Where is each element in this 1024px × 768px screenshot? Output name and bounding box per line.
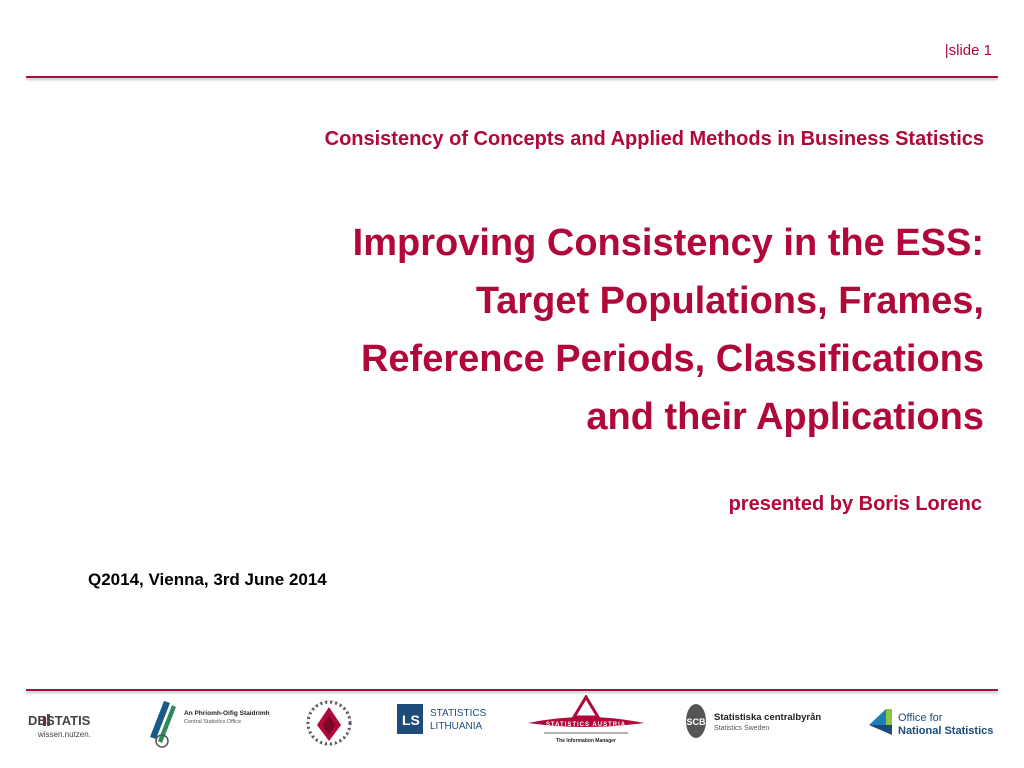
- lithuania-line2: LITHUANIA: [430, 721, 483, 732]
- statistics-austria-logo: [524, 695, 649, 755]
- scb-logo: [684, 695, 844, 755]
- ons-line1: Office for: [898, 712, 943, 724]
- partner-logos: [24, 695, 1000, 755]
- top-divider: [26, 76, 998, 78]
- title-line: Target Populations, Frames,: [475, 280, 984, 322]
- scb-subname: Statistics Sweden: [714, 725, 770, 732]
- lithuania-line1: STATISTICS: [430, 708, 487, 719]
- ons-mark-icon: [869, 709, 892, 735]
- svg-text:SCB: SCB: [686, 717, 706, 727]
- destatis-name: DESTATIS: [28, 713, 91, 728]
- statistics-lithuania-logo: [394, 695, 504, 755]
- svg-text:LS: LS: [402, 712, 420, 728]
- bottom-divider: [26, 689, 998, 691]
- presenter-line: presented by Boris Lorenc: [728, 493, 982, 515]
- ons-logo: [866, 695, 996, 755]
- title-line: Improving Consistency in the ESS:: [352, 222, 984, 264]
- austria-name: STATISTICS AUSTRIA: [545, 722, 627, 728]
- cso-logo: [144, 695, 294, 755]
- destatis-logo: [24, 695, 124, 755]
- cso-subname: Central Statistics Office: [184, 719, 242, 725]
- austria-tagline: The Information Manager: [556, 738, 616, 744]
- ons-line2: National Statistics: [898, 725, 994, 737]
- title-line: and their Applications: [586, 396, 984, 438]
- title-line: Reference Periods, Classifications: [360, 338, 984, 380]
- destatis-tagline: wissen.nutzen.: [38, 730, 91, 739]
- presentation-title: [224, 214, 984, 446]
- cso-name: An Phríomh-Oifig Staidrimh: [184, 710, 270, 717]
- cso-mark-icon: [150, 701, 176, 747]
- event-info: Q2014, Vienna, 3rd June 2014: [88, 570, 327, 589]
- conference-subtitle: Consistency of Concepts and Applied Methods in Business Statistics: [324, 128, 984, 150]
- slide-number: |slide 1: [944, 42, 992, 59]
- austria-peak-icon: [574, 697, 598, 717]
- latvia-statistics-seal-icon: [299, 695, 359, 755]
- scb-name: Statistiska centralbyrån: [714, 712, 822, 723]
